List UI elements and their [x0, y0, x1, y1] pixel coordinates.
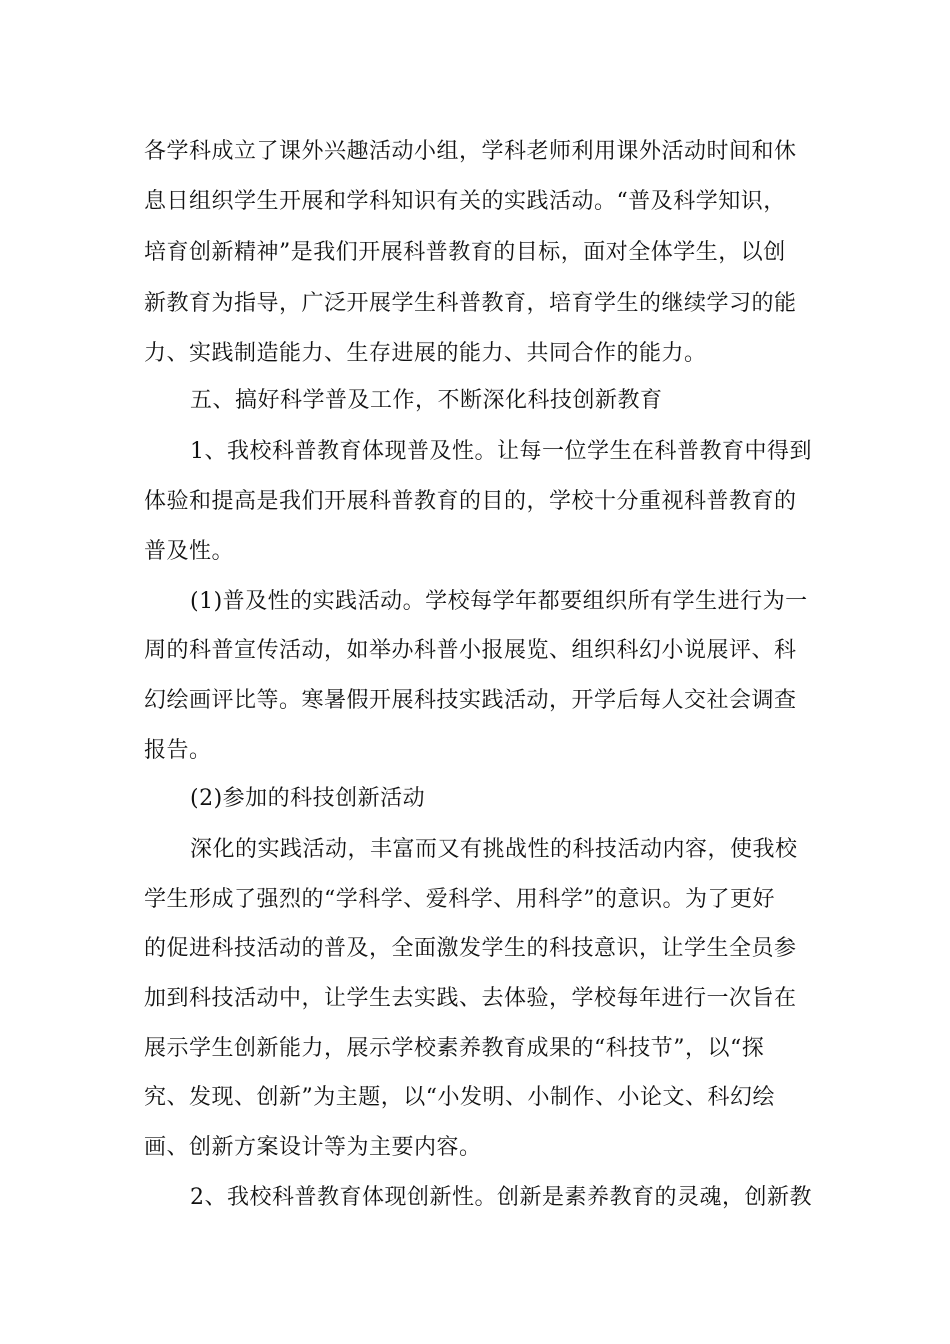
text-line: 幻绘画评比等。寒暑假开展科技实践活动，开学后每人交社会调查	[144, 688, 797, 713]
text-line: 学生形成了强烈的“学科学、爱科学、用科学”的意识。为了更好	[144, 887, 775, 912]
text-line: 展示学生创新能力，展示学校素养教育成果的“科技节”，以“探	[144, 1036, 765, 1061]
text-line: 息日组织学生开展和学科知识有关的实践活动。“普及科学知识，	[144, 189, 786, 214]
text-line: 新教育为指导，广泛开展学生科普教育，培育学生的继续学习的能	[144, 291, 797, 316]
text-line: 2、我校科普教育体现创新性。创新是素养教育的灵魂，创新教	[190, 1185, 812, 1210]
text-line: 培育创新精神”是我们开展科普教育的目标，面对全体学生，以创	[144, 240, 786, 265]
text-line: 体验和提高是我们开展科普教育的目的，学校十分重视科普教育的	[144, 489, 797, 514]
subsection-heading: (2)参加的科技创新活动	[190, 786, 426, 811]
text-line: (1)普及性的实践活动。学校每学年都要组织所有学生进行为一	[190, 589, 808, 614]
text-line: 力、实践制造能力、生存进展的能力、共同合作的能力。	[144, 341, 707, 366]
section-heading: 五、搞好科学普及工作，不断深化科技创新教育	[190, 388, 663, 413]
text-line: 加到科技活动中，让学生去实践、去体验，学校每年进行一次旨在	[144, 986, 797, 1011]
text-line: 深化的实践活动，丰富而又有挑战性的科技活动内容，使我校	[190, 837, 798, 862]
text-line: 画、创新方案设计等为主要内容。	[144, 1135, 482, 1160]
text-line: 报告。	[144, 738, 212, 763]
text-line: 周的科普宣传活动，如举办科普小报展览、组织科幻小说展评、科	[144, 638, 797, 663]
text-line: 各学科成立了课外兴趣活动小组，学科老师利用课外活动时间和休	[144, 139, 797, 164]
text-line: 的促进科技活动的普及，全面激发学生的科技意识，让学生全员参	[144, 936, 797, 961]
text-line: 1、我校科普教育体现普及性。让每一位学生在科普教育中得到	[190, 439, 812, 464]
text-line: 普及性。	[144, 539, 235, 564]
text-line: 究、发现、创新”为主题，以“小发明、小制作、小论文、科幻绘	[144, 1085, 775, 1110]
